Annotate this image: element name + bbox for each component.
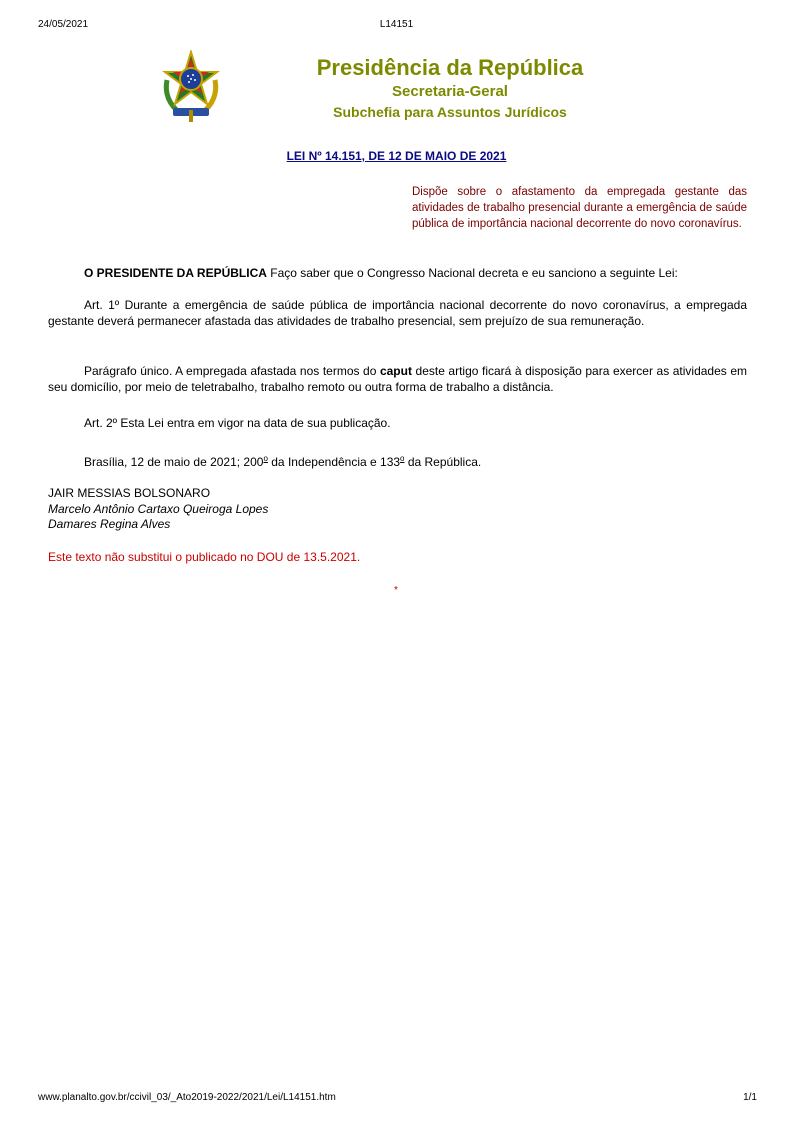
masthead-secretaria: Secretaria-Geral: [392, 83, 508, 100]
coat-of-arms-of-brazil-icon: [157, 50, 225, 122]
masthead: [250, 54, 650, 122]
law-ementa: Dispõe sobre o afastamento da empregada gestante das atividades de trabalho presencial durante a emergência de saúde pública de importância nacional decorrente do novo coronavírus.: [412, 186, 747, 230]
sole-paragraph-text-1: Parágrafo único. A empregada afastada nos termos do: [84, 364, 380, 378]
ordinal-1: o: [263, 454, 268, 463]
signature-minister-health: Marcelo Antônio Cartaxo Queiroga Lopes: [48, 501, 269, 516]
signing-place-date: [48, 454, 747, 470]
signature-minister-women: Damares Regina Alves: [48, 517, 171, 531]
law-title-link[interactable]: LEI Nº 14.151, DE 12 DE MAIO DE 2021: [286, 149, 507, 163]
enactment-text: Faço saber que o Congresso Nacional decreta e eu sanciono a seguinte Lei:: [266, 266, 678, 280]
print-date: 24/05/2021: [38, 19, 89, 30]
sole-paragraph: [48, 363, 747, 395]
president-label: O PRESIDENTE DA REPÚBLICA: [84, 266, 267, 280]
signatures: [48, 486, 268, 533]
masthead-presidencia: Presidência da República: [316, 55, 584, 80]
sole-paragraph-text-2: deste artigo ficará à disposição para exercer as atividades em seu domicílio, por meio de teletrabalho, trabalho remoto ou outra forma de trabalho a distância.: [48, 364, 748, 394]
asterisk-mark: *: [394, 585, 398, 596]
dou-disclaimer: Este texto não substitui o publicado no DOU de 13.5.2021.: [48, 550, 361, 564]
date-text-2: da Independência e 133: [267, 455, 401, 469]
enactment-clause: [48, 265, 747, 281]
ordinal-2: o: [400, 454, 405, 463]
caput-term: caput: [379, 364, 412, 378]
date-text-1: Brasília, 12 de maio de 2021; 200: [84, 455, 264, 469]
masthead-subchefia: Subchefia para Assuntos Jurídicos: [333, 104, 567, 120]
print-footer-url: www.planalto.gov.br/ccivil_03/_Ato2019-2022/2021/Lei/L14151.htm: [38, 1092, 336, 1103]
article-1: Art. 1º Durante a emergência de saúde pública de importância nacional decorrente do novo coronavírus, a empregada gestante deverá permanecer afastada das atividades de trabalho presencial, sem prejuízo de sua remuneração.: [48, 298, 747, 328]
article-2: Art. 2º Esta Lei entra em vigor na data de sua publicação.: [84, 416, 391, 430]
print-page-number: 1/1: [743, 1092, 757, 1103]
print-page-title: L14151: [379, 19, 414, 30]
date-text-3: da República.: [404, 455, 482, 469]
signature-president: JAIR MESSIAS BOLSONARO: [48, 486, 211, 500]
